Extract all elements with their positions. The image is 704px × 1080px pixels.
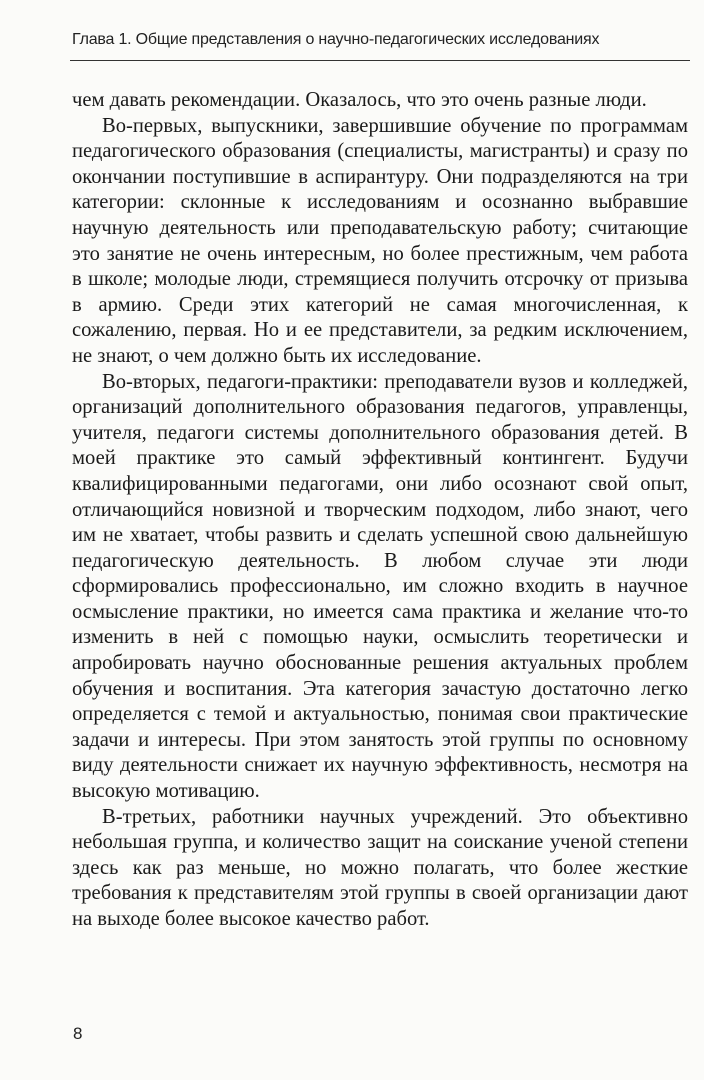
body-text bbox=[72, 88, 688, 933]
paragraph: чем давать рекомендации. Оказалось, что это очень разные люди. bbox=[72, 89, 647, 111]
page-number: 8 bbox=[73, 1024, 83, 1043]
paragraph: Во-вторых, педагоги-практики: преподаватели вузов и колледжей, организаций дополнительного образования педагогов, управленцы, учителя, педагоги системы дополнительного образования детей. В моей практике это самый эффективный контингент. Будучи квалифицированными педагогами, они либо осознают свой опыт, отличающийся новизной и творческим подходом, либо знают, чего им не хватает, чтобы развить и сделать успешной свою дальнейшую педагогическую деятельность. В любом случае эти люди сформировались профессионально, им сложно входить в научное осмысление практики, но имеется сама практика и желание что-то изменить в ней с помощью науки, осмыслить теоретически и апробировать научно обоснованные решения актуальных проблем обучения и воспитания. Эта категория зачастую достаточно легко определяется с темой и актуальностью, понимая свои практические задачи и интересы. При этом занятость этой группы по основному виду деятельности снижает их научную эффективность, несмотря на высокую мотивацию. bbox=[72, 370, 688, 803]
paragraph: В-третьих, работники научных учреждений. Это объективно небольшая группа, и количество защит на соискание ученой степени здесь как раз меньше, но можно полагать, что более жесткие требования к представителям этой группы в своей организации дают на выходе более высокое качество работ. bbox=[72, 805, 688, 930]
header-rule bbox=[70, 60, 690, 61]
paragraph: Во-первых, выпускники, завершившие обучение по программам педагогического образования (специалисты, магистранты) и сразу по окончании поступившие в аспирантуру. Они подразделяются на три категории: склонные к исследованиям и осознанно выбравшие научную деятельность или преподавательскую работу; считающие это занятие не очень интересным, но более престижным, чем работа в школе; молодые люди, стремящиеся получить отсрочку от призыва в армию. Среди этих категорий не самая многочисленная, к сожалению, первая. Но и ее представители, за редким исключением, не знают, о чем должно быть их исследование. bbox=[72, 114, 688, 367]
running-head: Глава 1. Общие представления о научно-педагогических исследованиях bbox=[72, 31, 600, 48]
